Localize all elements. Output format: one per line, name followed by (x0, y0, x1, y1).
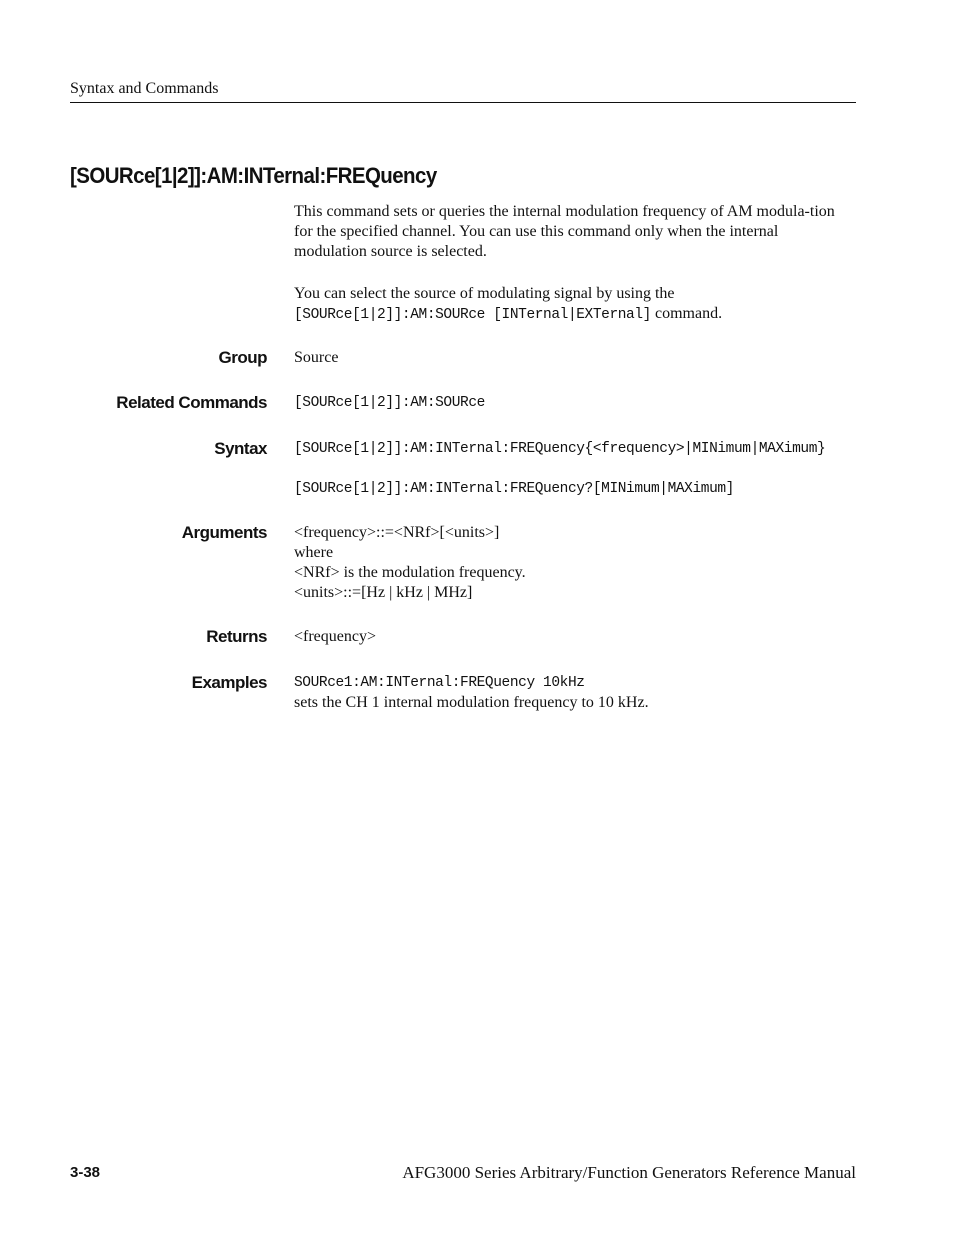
running-header: Syntax and Commands (70, 80, 856, 103)
description-paragraph-1: This command sets or queries the internal modulation frequency of AM modula-tion for the specified channel. You can use this command only when the internal modulation source is selected. (294, 203, 835, 260)
manual-title: AFG3000 Series Arbitrary/Function Generators Reference Manual (402, 1163, 856, 1182)
syntax-label: Syntax (214, 439, 267, 458)
returns-value: <frequency> (294, 628, 377, 645)
syntax-query-line: [SOURce[1|2]]:AM:INTernal:FREQuency?[MINimum|MAXimum] (294, 481, 734, 497)
examples-explanation: sets the CH 1 internal modulation frequency to 10 kHz. (294, 694, 649, 711)
related-commands-label: Related Commands (116, 393, 267, 412)
arguments-line: where (294, 544, 334, 561)
examples-code: SOURce1:AM:INTernal:FREQuency 10kHz (294, 675, 585, 691)
description-paragraph-2-suffix: command. (650, 305, 723, 322)
syntax-set-line: [SOURce[1|2]]:AM:INTernal:FREQuency{<frequency>|MINimum|MAXimum} (294, 441, 826, 457)
description-source-command-code: [SOURce[1|2]]:AM:SOURce [INTernal|EXTernal] (294, 307, 651, 323)
description-paragraph-2 (294, 284, 854, 325)
command-title: [SOURce[1|2]]:AM:INTernal:FREQuency (70, 163, 437, 188)
arguments-line: <frequency>::=<NRf>[<units>] (294, 524, 500, 541)
group-label: Group (218, 348, 267, 367)
page-number: 3-38 (70, 1164, 101, 1181)
arguments-line: <units>::=[Hz | kHz | MHz] (294, 584, 473, 601)
arguments-block (294, 523, 874, 603)
group-value: Source (294, 349, 339, 366)
arguments-label: Arguments (181, 523, 267, 542)
examples-label: Examples (191, 673, 267, 692)
description-paragraph-2-prefix: You can select the source of modulating signal by using the (294, 285, 675, 302)
returns-label: Returns (206, 627, 267, 646)
related-commands-value: [SOURce[1|2]]:AM:SOURce (294, 395, 485, 411)
arguments-line: <NRf> is the modulation frequency. (294, 564, 526, 581)
